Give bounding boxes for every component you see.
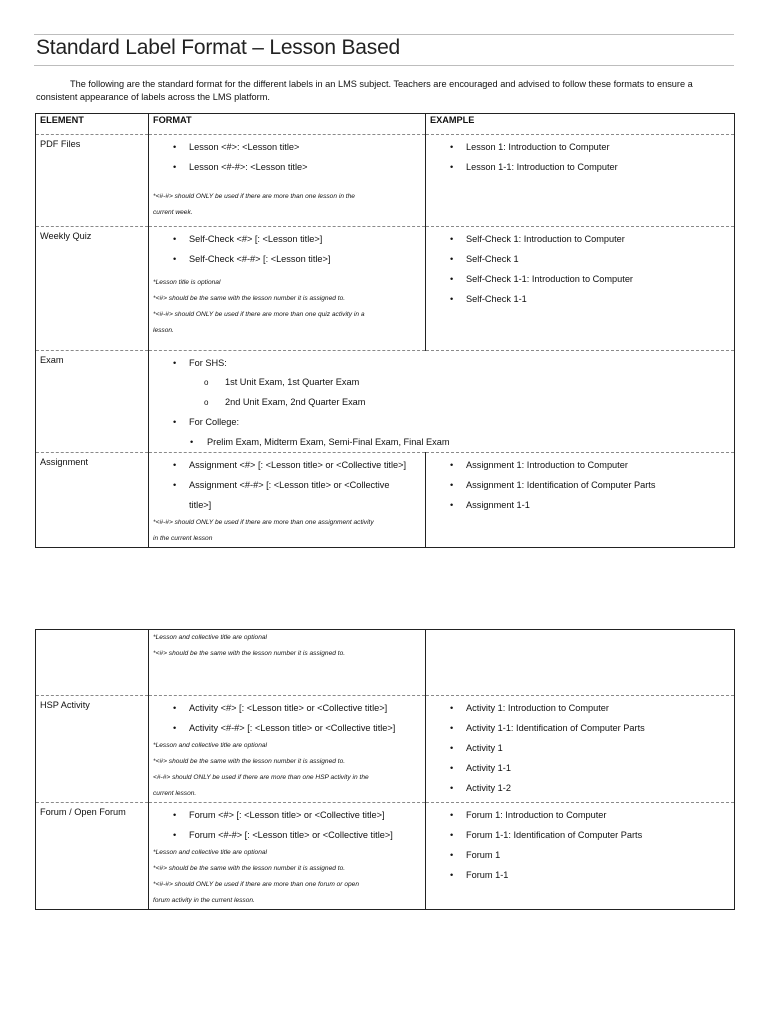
format-note: lesson.: [153, 327, 174, 334]
example-cell: [426, 696, 735, 803]
format-cell: [149, 696, 426, 803]
format-item-line: Assignment <#-#> [: <Lesson title> or <Collective: [189, 480, 390, 490]
format-subitem: o 1st Unit Exam, 1st Quarter Exam: [153, 373, 730, 393]
format-note: *<#-#> should ONLY be used if there are more than one lesson in the: [153, 193, 355, 200]
format-cell: [149, 351, 735, 453]
example-item: • Activity 1: [430, 738, 730, 758]
format-note: *<#-#> should ONLY be used if there are more than one forum or open: [153, 881, 360, 888]
title-rule-bottom: [34, 65, 734, 66]
table-row-pdf-files: [36, 135, 735, 227]
format-note: forum activity in the current lesson.: [153, 897, 255, 904]
example-item: • Forum 1: Introduction to Computer: [430, 805, 730, 825]
example-item: • Activity 1-2: [430, 778, 730, 798]
format-item: • Activity <#> [: <Lesson title> or <Collective title>]: [153, 698, 421, 718]
format-cell: [149, 227, 426, 351]
format-note: *Lesson title is optional: [153, 279, 221, 286]
table-row-assignment-continued: [36, 630, 735, 696]
format-note: current week.: [153, 209, 193, 216]
format-note: *<#-#> should ONLY be used if there are more than one quiz activity in a: [153, 311, 365, 318]
format-note: current lesson.: [153, 790, 197, 797]
format-note: *Lesson and collective title are optional: [153, 742, 267, 749]
example-item: • Forum 1-1: Identification of Computer Parts: [430, 825, 730, 845]
example-item: • Lesson 1-1: Introduction to Computer: [430, 157, 730, 177]
table-row-weekly-quiz: [36, 227, 735, 351]
element-cell: Weekly Quiz: [36, 227, 149, 351]
element-cell: Forum / Open Forum: [36, 803, 149, 910]
table-row-assignment: [36, 453, 735, 548]
format-note: *Lesson and collective title are optional: [153, 634, 267, 641]
element-cell: [36, 630, 149, 696]
format-item: • Lesson <#-#>: <Lesson title>: [153, 157, 421, 177]
format-cell: [149, 453, 426, 548]
label-format-table-continued: [35, 629, 735, 910]
example-cell: [426, 135, 735, 227]
format-item: • Assignment <#> [: <Lesson title> or <Collective title>]: [153, 455, 421, 475]
format-note: *<#> should be the same with the lesson number it is assigned to.: [153, 650, 346, 657]
format-subitem: • Prelim Exam, Midterm Exam, Semi-Final Exam, Final Exam: [153, 432, 730, 452]
element-cell: HSP Activity: [36, 696, 149, 803]
example-item: • Activity 1-1: Identification of Computer Parts: [430, 718, 730, 738]
header-element: ELEMENT: [36, 114, 149, 135]
example-item: • Assignment 1: Identification of Computer Parts: [430, 475, 730, 495]
format-item: [153, 475, 421, 515]
header-example: EXAMPLE: [426, 114, 735, 135]
example-cell: [426, 227, 735, 351]
format-note: *<#> should be the same with the lesson number it is assigned to.: [153, 295, 346, 302]
format-item: • Self-Check <#-#> [: <Lesson title>]: [153, 249, 421, 269]
table-header-row: [36, 114, 735, 135]
example-cell: [426, 630, 735, 696]
format-item: • For SHS:: [153, 353, 730, 373]
element-cell: Exam: [36, 351, 149, 453]
label-format-table: [35, 113, 735, 548]
format-item: • Forum <#-#> [: <Lesson title> or <Collective title>]: [153, 825, 421, 845]
format-note: in the current lesson: [153, 535, 213, 542]
format-subitem: o 2nd Unit Exam, 2nd Quarter Exam: [153, 393, 730, 413]
format-item: • Activity <#-#> [: <Lesson title> or <Collective title>]: [153, 718, 421, 738]
table-row-forum: [36, 803, 735, 910]
example-item: • Activity 1-1: [430, 758, 730, 778]
example-item: • Self-Check 1: Introduction to Computer: [430, 229, 730, 249]
example-item: • Forum 1: [430, 845, 730, 865]
example-item: • Forum 1-1: [430, 865, 730, 885]
intro-text: The following are the standard format for the different labels in an LMS subject. Teachers are encouraged and advised to follow these formats to ensure a consistent appearance of labels across the LMS platform.: [36, 79, 693, 102]
element-cell: Assignment: [36, 453, 149, 548]
example-item: • Activity 1: Introduction to Computer: [430, 698, 730, 718]
intro-paragraph: [36, 78, 736, 104]
example-item: • Assignment 1-1: [430, 495, 730, 515]
page-title: Standard Label Format – Lesson Based: [36, 36, 401, 59]
format-cell: [149, 803, 426, 910]
format-note: <#-#> should ONLY be used if there are more than one HSP activity in the: [153, 774, 369, 781]
format-item: • Lesson <#>: <Lesson title>: [153, 137, 421, 157]
format-note: *<#-#> should ONLY be used if there are more than one assignment activity: [153, 519, 374, 526]
format-cell: [149, 630, 426, 696]
format-note: *<#> should be the same with the lesson number it is assigned to.: [153, 865, 346, 872]
header-format: FORMAT: [149, 114, 426, 135]
format-cell: [149, 135, 426, 227]
example-cell: [426, 803, 735, 910]
format-item: • Self-Check <#> [: <Lesson title>]: [153, 229, 421, 249]
table-row-hsp-activity: [36, 696, 735, 803]
table-row-exam: [36, 351, 735, 453]
format-note: *<#> should be the same with the lesson number it is assigned to.: [153, 758, 346, 765]
format-item-line: title>]: [189, 500, 212, 510]
element-cell: PDF Files: [36, 135, 149, 227]
example-item: • Self-Check 1: [430, 249, 730, 269]
example-cell: [426, 453, 735, 548]
example-item: • Self-Check 1-1: [430, 289, 730, 309]
format-item: • Forum <#> [: <Lesson title> or <Collective title>]: [153, 805, 421, 825]
example-item: • Lesson 1: Introduction to Computer: [430, 137, 730, 157]
example-item: • Self-Check 1-1: Introduction to Computer: [430, 269, 730, 289]
title-rule-top: [34, 34, 734, 35]
format-note: *Lesson and collective title are optional: [153, 849, 267, 856]
example-item: • Assignment 1: Introduction to Computer: [430, 455, 730, 475]
format-item: • For College:: [153, 412, 730, 432]
